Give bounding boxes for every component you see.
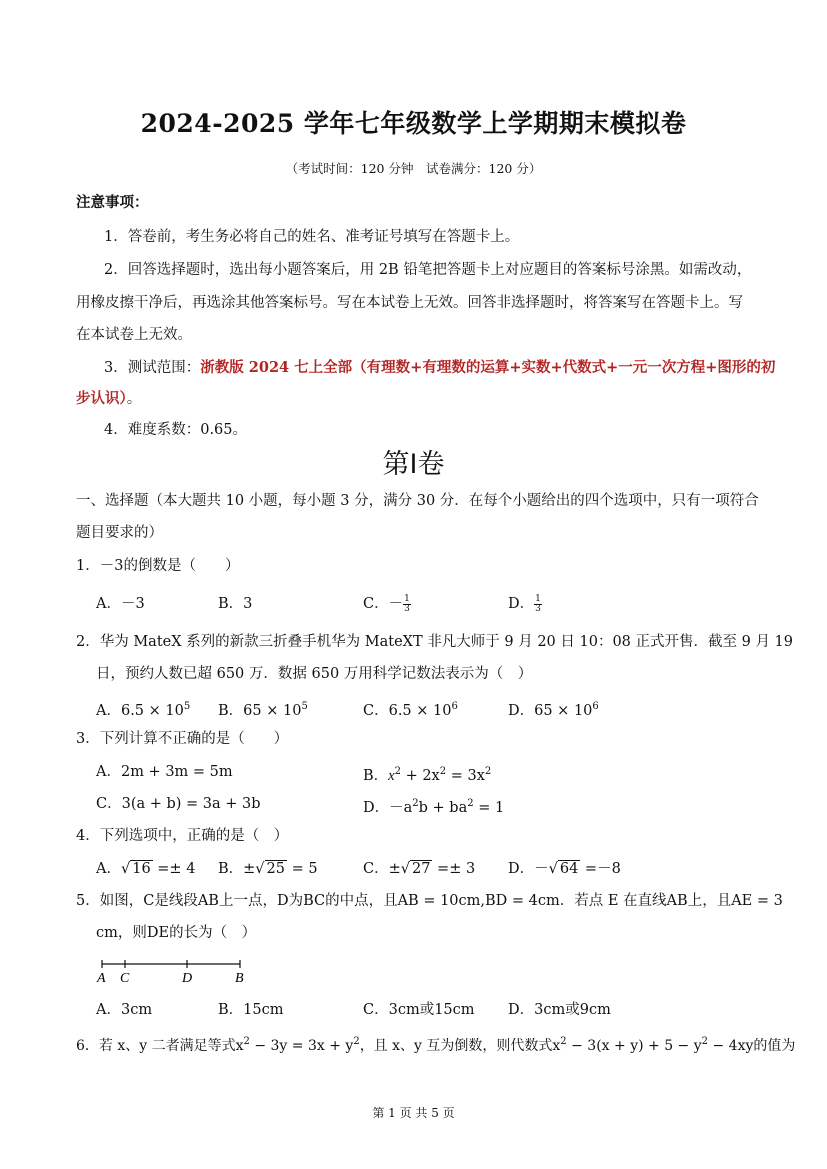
- q3-option-d-exp2: 2: [467, 798, 474, 809]
- q1-fraction-d: [534, 595, 542, 614]
- q5-label-b: B: [235, 971, 244, 986]
- q2-option-c: [363, 697, 458, 721]
- q4-option-c-radicand: 27: [411, 861, 431, 877]
- q2-option-a-base: A．6.5 × 10: [96, 703, 184, 719]
- notice-heading: 注意事项：: [76, 194, 149, 211]
- exam-title: 2024-2025 学年七年级数学上学期期末模拟卷: [140, 109, 687, 138]
- q5-option-d: D．3cm或9cm: [508, 1002, 611, 1018]
- q6-part-4: − 3(x + y) + 5 − y: [566, 1038, 702, 1054]
- q5-stem-line-2: cm，则DE的长为（ ）: [96, 925, 257, 941]
- q1-option-c: [363, 594, 411, 614]
- q1-fraction-c-num: 1: [404, 593, 410, 604]
- notice-item-4: 4．难度系数：0.65。: [104, 422, 248, 438]
- q6-exp-3: 2: [560, 1036, 567, 1047]
- part1-instructions-line-1: 一、选择题（本大题共 10 小题，每小题 3 分，满分 30 分．在每个小题给出的四个选项中，只有一项符合: [76, 493, 759, 509]
- q3-option-a: A．2m + 3m = 5m: [96, 764, 233, 780]
- q4-stem: 4．下列选项中，正确的是（ ）: [76, 828, 289, 844]
- q4-option-b-end: = 5: [287, 861, 318, 877]
- q4-option-d-radicand: 64: [559, 861, 579, 877]
- q6-part-1: 6．若 x、y 二者满足等式x: [76, 1038, 244, 1054]
- q4-option-a-end: =± 4: [152, 861, 196, 877]
- q4-option-a-prefix: A．√: [96, 861, 131, 877]
- q6-exp-4: 2: [701, 1036, 709, 1047]
- q3-option-b-exp1: 2: [394, 766, 401, 777]
- q5-option-b: B．15cm: [218, 1002, 284, 1018]
- q1-option-c-prefix: C．－: [363, 596, 404, 612]
- notice-item-3-label: 3．测试范围：: [104, 360, 201, 376]
- q1-stem: 1．－3的倒数是（ ）: [76, 558, 240, 574]
- q3-option-d-prefix: D．－a: [363, 800, 413, 816]
- q3-option-d-end: = 1: [473, 800, 505, 816]
- q2-option-a-exp: 5: [183, 701, 191, 712]
- q6-exp-2: 2: [353, 1036, 360, 1047]
- q2-option-c-base: C．6.5 × 10: [363, 703, 452, 719]
- q3-stem: 3．下列计算不正确的是（ ）: [76, 731, 289, 747]
- q5-stem-line-1: 5．如图，C是线段AB上一点，D为BC的中点，且AB = 10cm,BD = 4cm．若点 E 在直线AB上，且AE = 3: [76, 893, 783, 909]
- q5-label-c: C: [120, 971, 130, 986]
- q4-option-d-prefix: D．－√: [508, 861, 558, 877]
- q3-option-b-exp3: 2: [484, 766, 492, 777]
- q5-option-c: C．3cm或15cm: [363, 1002, 475, 1018]
- q5-segment-figure: [92, 956, 262, 986]
- q4-option-c-end: =± 3: [432, 861, 476, 877]
- q3-option-d: [363, 794, 504, 818]
- q1-fraction-c: [403, 595, 411, 614]
- notice-item-2-line-3: 在本试卷上无效。: [76, 327, 192, 343]
- section-title: 第Ⅰ卷: [382, 449, 445, 479]
- q4-option-c-prefix: C．±√: [363, 861, 410, 877]
- q2-option-b: [218, 697, 308, 721]
- q6-stem: [76, 1032, 795, 1056]
- q3-option-c: C．3(a + b) = 3a + 3b: [96, 796, 261, 812]
- q3-option-b-term1: x: [388, 768, 395, 784]
- q1-fraction-d-num: 1: [535, 593, 541, 604]
- q3-option-b-mid: + 2x: [400, 768, 440, 784]
- q2-option-d-base: D．65 × 10: [508, 703, 593, 719]
- q3-option-d-mid: b + ba: [418, 800, 468, 816]
- q4-option-a-radicand: 16: [132, 861, 151, 877]
- q2-stem-line-1: 2．华为 MateX 系列的新款三折叠手机华为 MateXT 非凡大师于 9 月 20 日 10：08 正式开售．截至 9 月 19: [76, 634, 794, 650]
- notice-item-3-end: 。: [126, 391, 142, 407]
- part1-instructions-line-2: 题目要求的）: [76, 525, 163, 541]
- notice-item-1: 1．答卷前，考生务必将自己的姓名、准考证号填写在答题卡上。: [104, 229, 520, 245]
- notice-item-2-line-2: 用橡皮擦干净后，再选涂其他答案标号。写在本试卷上无效。回答非选择题时，将答案写在答题卡上。写: [76, 295, 743, 311]
- q2-option-d-exp: 6: [592, 701, 599, 712]
- q4-option-c: [363, 859, 475, 879]
- q3-option-b-end: = 3x: [446, 768, 485, 784]
- notice-item-3-line-2: [76, 389, 141, 409]
- q4-option-b-radicand: 25: [266, 861, 285, 877]
- q5-label-d: D: [182, 971, 193, 986]
- q2-option-a: [96, 697, 190, 721]
- q2-option-b-base: B．65 × 10: [218, 703, 302, 719]
- q4-option-a: [96, 859, 195, 879]
- exam-subtitle: （考试时间：120 分钟 试卷满分：120 分）: [285, 161, 542, 176]
- q1-option-d: [508, 594, 542, 614]
- q3-option-b-prefix: B．: [363, 768, 389, 784]
- q1-option-b: B．3: [218, 596, 253, 612]
- notice-item-2-line-1: 2．回答选择题时，选出每小题答案后，用 2B 铅笔把答题卡上对应题目的答案标号涂黑。如需改动，: [104, 262, 752, 278]
- q3-option-b: [363, 762, 491, 786]
- q4-option-b: [218, 859, 318, 879]
- q4-option-d-end: =－8: [580, 861, 621, 877]
- q2-option-c-exp: 6: [451, 701, 458, 712]
- test-range-highlight-end: 步认识）: [76, 390, 127, 407]
- q1-option-d-prefix: D．: [508, 596, 535, 612]
- q3-option-b-exp2: 2: [439, 766, 447, 777]
- q1-option-a: A．－3: [96, 596, 145, 612]
- page-footer: 第 1 页 共 5 页: [372, 1106, 455, 1120]
- q6-exp-1: 2: [243, 1036, 250, 1047]
- q3-option-d-exp1: 2: [412, 798, 419, 809]
- q6-part-2: − 3y = 3x + y: [249, 1038, 354, 1054]
- q2-option-d: [508, 697, 599, 721]
- q1-fraction-d-den: 3: [535, 603, 541, 614]
- notice-item-3-line-1: [104, 358, 775, 378]
- q6-part-3: ，且 x、y 互为倒数，则代数式x: [359, 1038, 561, 1054]
- q2-option-b-exp: 5: [301, 701, 308, 712]
- q5-label-a: A: [97, 971, 106, 986]
- q1-fraction-c-den: 3: [404, 603, 410, 614]
- q5-option-a: A．3cm: [96, 1002, 153, 1018]
- test-range-highlight: 浙教版 2024 七上全部（有理数+有理数的运算+实数+代数式+一元一次方程+图形的初: [200, 359, 776, 376]
- q4-option-d: [508, 859, 621, 879]
- q2-stem-line-2: 日，预约人数已超 650 万．数据 650 万用科学记数法表示为（ ）: [96, 666, 533, 682]
- q6-part-5: − 4xy的值为: [708, 1038, 796, 1054]
- q4-option-b-prefix: B．±√: [218, 861, 265, 877]
